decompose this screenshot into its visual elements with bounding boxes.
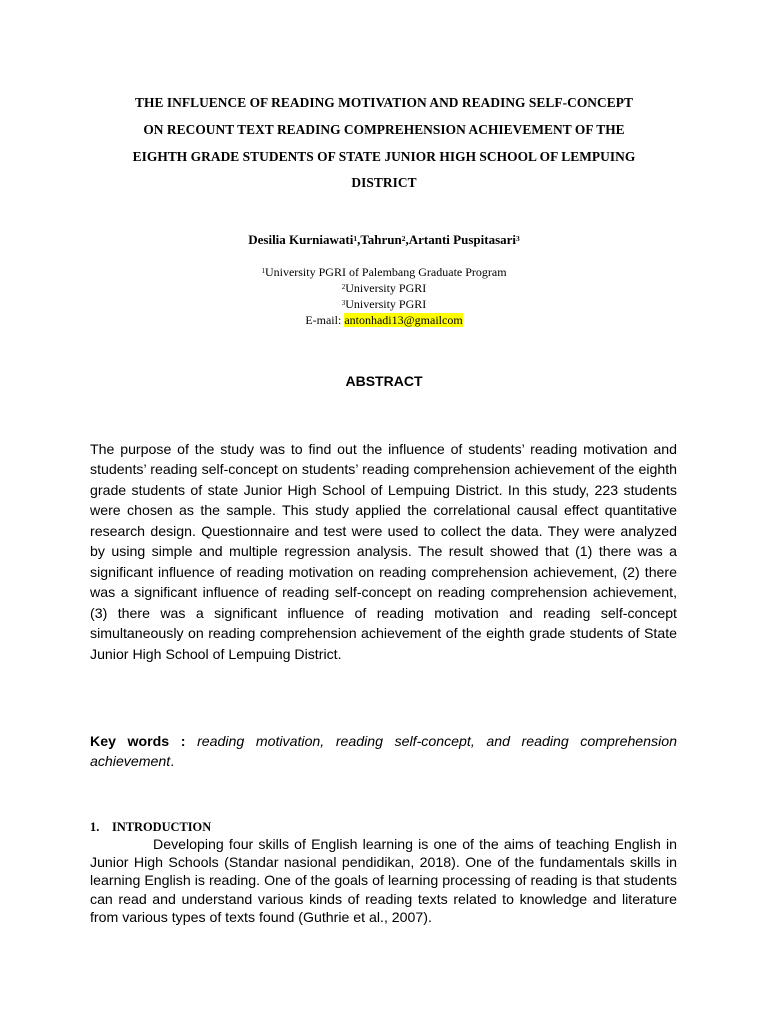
author-list [90, 230, 678, 250]
author-affiliation-mark: 3 [516, 234, 520, 243]
affiliation-row [90, 264, 678, 280]
author-affiliation-mark: 2 [401, 234, 406, 243]
keywords-label: Key words : [90, 733, 186, 749]
affiliation-text: University PGRI of Palembang Graduate Program [264, 265, 507, 279]
section-number: 1. [90, 820, 100, 834]
email-address[interactable]: antonhadi13@gmailcom [344, 313, 463, 327]
affiliation-list [90, 264, 678, 328]
email-row [90, 312, 678, 328]
section-heading-introduction [90, 819, 490, 836]
affiliation-row [90, 296, 678, 312]
affiliation-mark: 1 [261, 267, 265, 275]
keywords-text: reading motivation, reading self-concept, and reading comprehension achievement [90, 733, 677, 770]
email-label: E-mail: [305, 313, 342, 327]
abstract-heading: ABSTRACT [345, 373, 423, 389]
author-name: Artanti Puspitasari [408, 232, 517, 247]
author-separator: , [405, 232, 409, 247]
title-line: DISTRICT [351, 175, 417, 191]
affiliation-mark: 3 [341, 299, 346, 307]
title-line: THE INFLUENCE OF READING MOTIVATION AND READING SELF-CONCEPT [135, 95, 633, 110]
paper-title [90, 90, 678, 197]
author-name: Tahrun [360, 232, 402, 247]
affiliation-text: University PGRI [345, 281, 427, 295]
section-title: INTRODUCTION [112, 820, 212, 834]
keywords-paragraph [90, 731, 677, 772]
author-separator: , [357, 232, 361, 247]
author-name: Desilia Kurniawati [248, 232, 354, 247]
title-line: ON RECOUNT TEXT READING COMPREHENSION ACHIEVEMENT OF THE [143, 121, 625, 137]
keywords-end: . [170, 753, 175, 770]
abstract-body: The purpose of the study was to find out the influence of students’ reading motivation and students’ reading self-concept on students’ reading comprehension achievement of the eighth grade students of state Junior High School of Lempuing District. In this study, 223 students were chosen as the sample. This study applied the correlational causal effect quantitative research design. Questionnaire and test were used to collect the data. They were analyzed by using simple and multiple regression analysis. The result showed that (1) there was a significant influence of reading motivation on reading comprehension achievement, (2) there was a significant influence of reading self-concept on reading comprehension achievement, (3) there was a significant influence of reading motivation and reading self-concept simultaneously on reading comprehension achievement of the eighth grade students of State Junior High School of Lempuing District. [90, 441, 677, 662]
affiliation-mark: 2 [341, 283, 346, 291]
title-line: EIGHTH GRADE STUDENTS OF STATE JUNIOR HIGH SCHOOL OF LEMPUING [132, 148, 636, 164]
affiliation-row [90, 280, 678, 296]
affiliation-text: University PGRI [345, 297, 427, 311]
author-affiliation-mark: 1 [353, 234, 358, 243]
introduction-body: Developing four skills of English learning is one of the aims of teaching English in Junior High Schools (Standar nasional pendidikan, 2018). One of the fundamentals skills in learning English is reading. One of the goals of learning processing of reading is that students can read and understand various kinds of reading texts related to knowledge and literature from various types of texts found (Guthrie et al., 2007). [90, 836, 677, 925]
